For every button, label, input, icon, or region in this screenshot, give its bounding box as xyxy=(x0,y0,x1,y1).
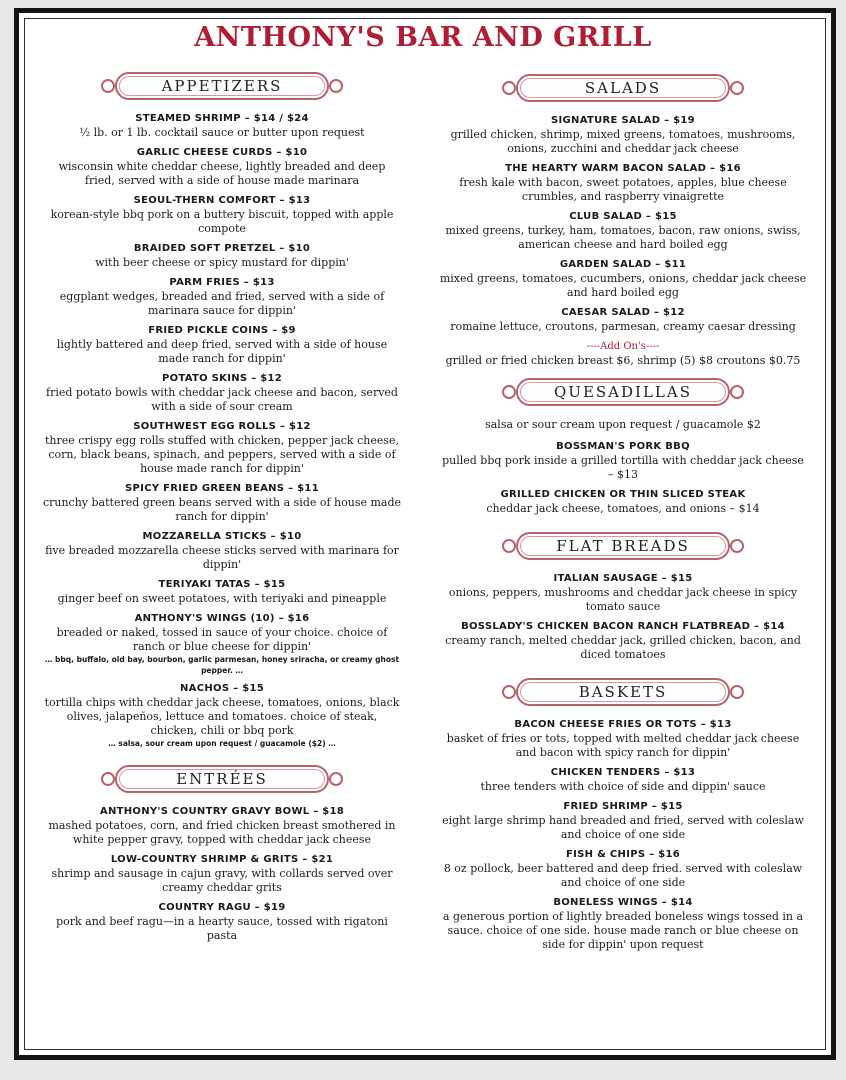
ornament-icon xyxy=(730,539,744,553)
menu-item xyxy=(438,620,808,662)
menu-item-name: POTATO SKINS – $12 xyxy=(161,373,283,384)
menu-item-description: romaine lettuce, croutons, parmesan, creamy caesar dressing xyxy=(450,320,796,333)
menu-item-description: eight large shrimp hand breaded and fried, served with coleslaw and choice of one side xyxy=(442,814,804,841)
appetizers-banner xyxy=(99,70,345,102)
ornament-icon xyxy=(502,539,516,553)
menu-item xyxy=(42,901,402,943)
menu-item-description: ½ lb. or 1 lb. cocktail sauce or butter upon request xyxy=(79,126,365,139)
menu-item xyxy=(438,572,808,614)
menu-item xyxy=(42,420,402,476)
menu-item-name: SEOUL-THERN COMFORT – $13 xyxy=(133,195,311,206)
menu-item-description: shrimp and sausage in cajun gravy, with collards served over creamy cheddar grits xyxy=(51,867,393,894)
quesadillas-banner xyxy=(500,376,746,408)
menu-item-name: SPICY FRIED GREEN BEANS – $11 xyxy=(125,483,319,494)
section-heading: BASKETS xyxy=(578,683,668,701)
menu-item xyxy=(42,242,402,270)
menu-item-name: MOZZARELLA STICKS – $10 xyxy=(142,531,302,542)
salads-list xyxy=(438,114,808,334)
menu-item xyxy=(438,306,808,334)
menu-item-name: NACHOS – $15 xyxy=(180,683,264,694)
addons-text: grilled or fried chicken breast $6, shrimp (5) $8 croutons $0.75 xyxy=(445,354,801,367)
baskets-list xyxy=(438,718,808,952)
flatbreads-banner xyxy=(500,530,746,562)
menu-item-name: FRIED PICKLE COINS – $9 xyxy=(148,325,296,336)
menu-item-description: mixed greens, tomatoes, cucumbers, onions, cheddar jack cheese and hard boiled egg xyxy=(439,272,807,299)
menu-item xyxy=(42,853,402,895)
section-heading: ENTRÉES xyxy=(176,770,268,788)
menu-item-name: ANTHONY'S COUNTRY GRAVY BOWL – $18 xyxy=(99,806,345,817)
menu-item-description: onions, peppers, mushrooms and cheddar jack cheese in spicy tomato sauce xyxy=(448,586,798,613)
quesadillas-list xyxy=(438,440,808,516)
menu-item-description: five breaded mozzarella cheese sticks served with marinara for dippin' xyxy=(45,544,399,571)
menu-item-description: grilled chicken, shrimp, mixed greens, tomatoes, mushrooms, onions, zucchini and cheddar jack cheese xyxy=(450,128,796,155)
menu-item xyxy=(438,718,808,760)
ornament-icon xyxy=(502,685,516,699)
menu-item-name: BACON CHEESE FRIES OR TOTS – $13 xyxy=(514,719,732,730)
menu-item-description: three crispy egg rolls stuffed with chicken, pepper jack cheese, corn, black beans, spinach, and peppers, served with a side of house made ranch for dippin' xyxy=(45,434,399,475)
menu-item-description: lightly battered and deep fried, served with a side of house made ranch for dippin' xyxy=(56,338,388,365)
entrees-list xyxy=(42,805,402,943)
flatbreads-list xyxy=(438,572,808,662)
menu-item-note: … bbq, buffalo, old bay, bourbon, garlic parmesan, honey sriracha, or creamy ghost pepper. … xyxy=(44,655,400,675)
menu-item xyxy=(42,805,402,847)
menu-item-name: BONELESS WINGS – $14 xyxy=(553,897,693,908)
menu-item-name: SIGNATURE SALAD – $19 xyxy=(551,115,695,126)
menu-item-name: BOSSLADY'S CHICKEN BACON RANCH FLATBREAD – $14 xyxy=(461,621,785,632)
menu-item xyxy=(438,114,808,156)
menu-item-description: a generous portion of lightly breaded boneless wings tossed in a sauce. choice of one side. house made ranch or blue cheese on side for dippin' upon request xyxy=(442,910,804,951)
menu-item-description: crunchy battered green beans served with a side of house made ranch for dippin' xyxy=(42,496,402,523)
menu-item-name: GARDEN SALAD – $11 xyxy=(559,259,687,270)
menu-item-name: BRAIDED SOFT PRETZEL – $10 xyxy=(133,243,311,254)
menu-item-description: three tenders with choice of side and dippin' sauce xyxy=(480,780,766,793)
ornament-icon xyxy=(329,79,343,93)
menu-item xyxy=(42,482,402,524)
menu-item-name: GRILLED CHICKEN OR THIN SLICED STEAK xyxy=(500,489,746,500)
ornament-icon xyxy=(730,81,744,95)
menu-item xyxy=(42,530,402,572)
menu-item-name: THE HEARTY WARM BACON SALAD – $16 xyxy=(505,163,741,174)
menu-item xyxy=(42,276,402,318)
menu-item-name: CLUB SALAD – $15 xyxy=(569,211,677,222)
salads-banner xyxy=(500,72,746,104)
menu-item-description: ginger beef on sweet potatoes, with teriyaki and pineapple xyxy=(57,592,387,605)
menu-item-description: 8 oz pollock, beer battered and deep fried. served with coleslaw and choice of one side xyxy=(443,862,803,889)
menu-item-description: wisconsin white cheddar cheese, lightly breaded and deep fried, served with a side of house made marinara xyxy=(58,160,386,187)
menu-item xyxy=(42,578,402,606)
section-heading: QUESADILLAS xyxy=(554,383,692,401)
menu-item xyxy=(438,896,808,952)
menu-item-description: fried potato bowls with cheddar jack cheese and bacon, served with a side of sour cream xyxy=(46,386,398,413)
section-heading: FLAT BREADS xyxy=(556,537,690,555)
quesadillas-intro: salsa or sour cream upon request / guacamole $2 xyxy=(485,418,761,431)
menu-item-description: pork and beef ragu—in a hearty sauce, tossed with rigatoni pasta xyxy=(56,915,388,942)
menu-item xyxy=(42,194,402,236)
ornament-icon xyxy=(730,685,744,699)
menu-item-name: PARM FRIES – $13 xyxy=(169,277,275,288)
menu-item-description: tortilla chips with cheddar jack cheese, tomatoes, onions, black olives, jalapeños, lettuce and tomatoes. choice of steak, chicken, chili or bbq pork xyxy=(44,696,400,737)
menu-item-name: FISH & CHIPS – $16 xyxy=(565,849,680,860)
right-column xyxy=(438,72,808,958)
menu-item xyxy=(438,258,808,300)
menu-item-name: COUNTRY RAGU – $19 xyxy=(158,902,286,913)
menu-item-name: CAESAR SALAD – $12 xyxy=(561,307,685,318)
menu-item xyxy=(438,488,808,516)
menu-item xyxy=(42,324,402,366)
menu-item-name: TERIYAKI TATAS – $15 xyxy=(158,579,286,590)
menu-item xyxy=(438,162,808,204)
menu-item xyxy=(42,372,402,414)
menu-item-description: breaded or naked, tossed in sauce of your choice. choice of ranch or blue cheese for dippin' xyxy=(56,626,388,653)
menu-item xyxy=(42,682,402,749)
menu-item-name: CHICKEN TENDERS – $13 xyxy=(550,767,696,778)
menu-item-description: basket of fries or tots, topped with melted cheddar jack cheese and bacon with spicy ranch for dippin' xyxy=(446,732,800,759)
restaurant-title: ANTHONY'S BAR AND GRILL xyxy=(194,22,652,53)
menu-item xyxy=(438,440,808,482)
menu-item-description: fresh kale with bacon, sweet potatoes, apples, blue cheese crumbles, and raspberry vinaigrette xyxy=(459,176,787,203)
menu-item-description: mashed potatoes, corn, and fried chicken breast smothered in white pepper gravy, topped with cheddar jack cheese xyxy=(48,819,396,846)
menu-item xyxy=(42,146,402,188)
menu-item-name: SOUTHWEST EGG ROLLS – $12 xyxy=(133,421,311,432)
menu-item-name: STEAMED SHRIMP – $14 / $24 xyxy=(135,113,309,124)
menu-item-description: creamy ranch, melted cheddar jack, grilled chicken, bacon, and diced tomatoes xyxy=(445,634,801,661)
menu-item-name: ANTHONY'S WINGS (10) – $16 xyxy=(134,613,310,624)
menu-item-description: pulled bbq pork inside a grilled tortilla with cheddar jack cheese – $13 xyxy=(442,454,804,481)
menu-item-name: BOSSMAN'S PORK BBQ xyxy=(556,441,690,452)
ornament-icon xyxy=(101,772,115,786)
menu-item xyxy=(438,210,808,252)
section-heading: SALADS xyxy=(584,79,662,97)
menu-item-name: FRIED SHRIMP – $15 xyxy=(563,801,683,812)
left-column xyxy=(42,70,402,949)
menu-item-note: … salsa, sour cream upon request / guacamole ($2) … xyxy=(108,739,336,748)
menu-item-description: mixed greens, turkey, ham, tomatoes, bacon, raw onions, swiss, american cheese and hard boiled egg xyxy=(445,224,801,251)
menu-item xyxy=(438,848,808,890)
baskets-banner xyxy=(500,676,746,708)
appetizers-list xyxy=(42,112,402,749)
menu-item-description: with beer cheese or spicy mustard for dippin' xyxy=(95,256,349,269)
ornament-icon xyxy=(329,772,343,786)
ornament-icon xyxy=(502,385,516,399)
entrees-banner xyxy=(99,763,345,795)
menu-item-name: ITALIAN SAUSAGE – $15 xyxy=(553,573,693,584)
menu-item-name: GARLIC CHEESE CURDS – $10 xyxy=(136,147,308,158)
section-heading: APPETIZERS xyxy=(161,77,283,95)
ornament-icon xyxy=(101,79,115,93)
menu-item xyxy=(438,800,808,842)
menu-item-description: korean-style bbq pork on a buttery biscuit, topped with apple compote xyxy=(50,208,394,235)
addons-title: ----Add On's---- xyxy=(586,341,660,352)
menu-item xyxy=(438,766,808,794)
menu-item-name: LOW-COUNTRY SHRIMP & GRITS – $21 xyxy=(110,854,334,865)
menu-item-description: eggplant wedges, breaded and fried, served with a side of marinara sauce for dippin' xyxy=(59,290,385,317)
ornament-icon xyxy=(502,81,516,95)
menu-item-description: cheddar jack cheese, tomatoes, and onions – $14 xyxy=(486,502,760,515)
ornament-icon xyxy=(730,385,744,399)
menu-item xyxy=(42,112,402,140)
menu-item xyxy=(42,612,402,676)
